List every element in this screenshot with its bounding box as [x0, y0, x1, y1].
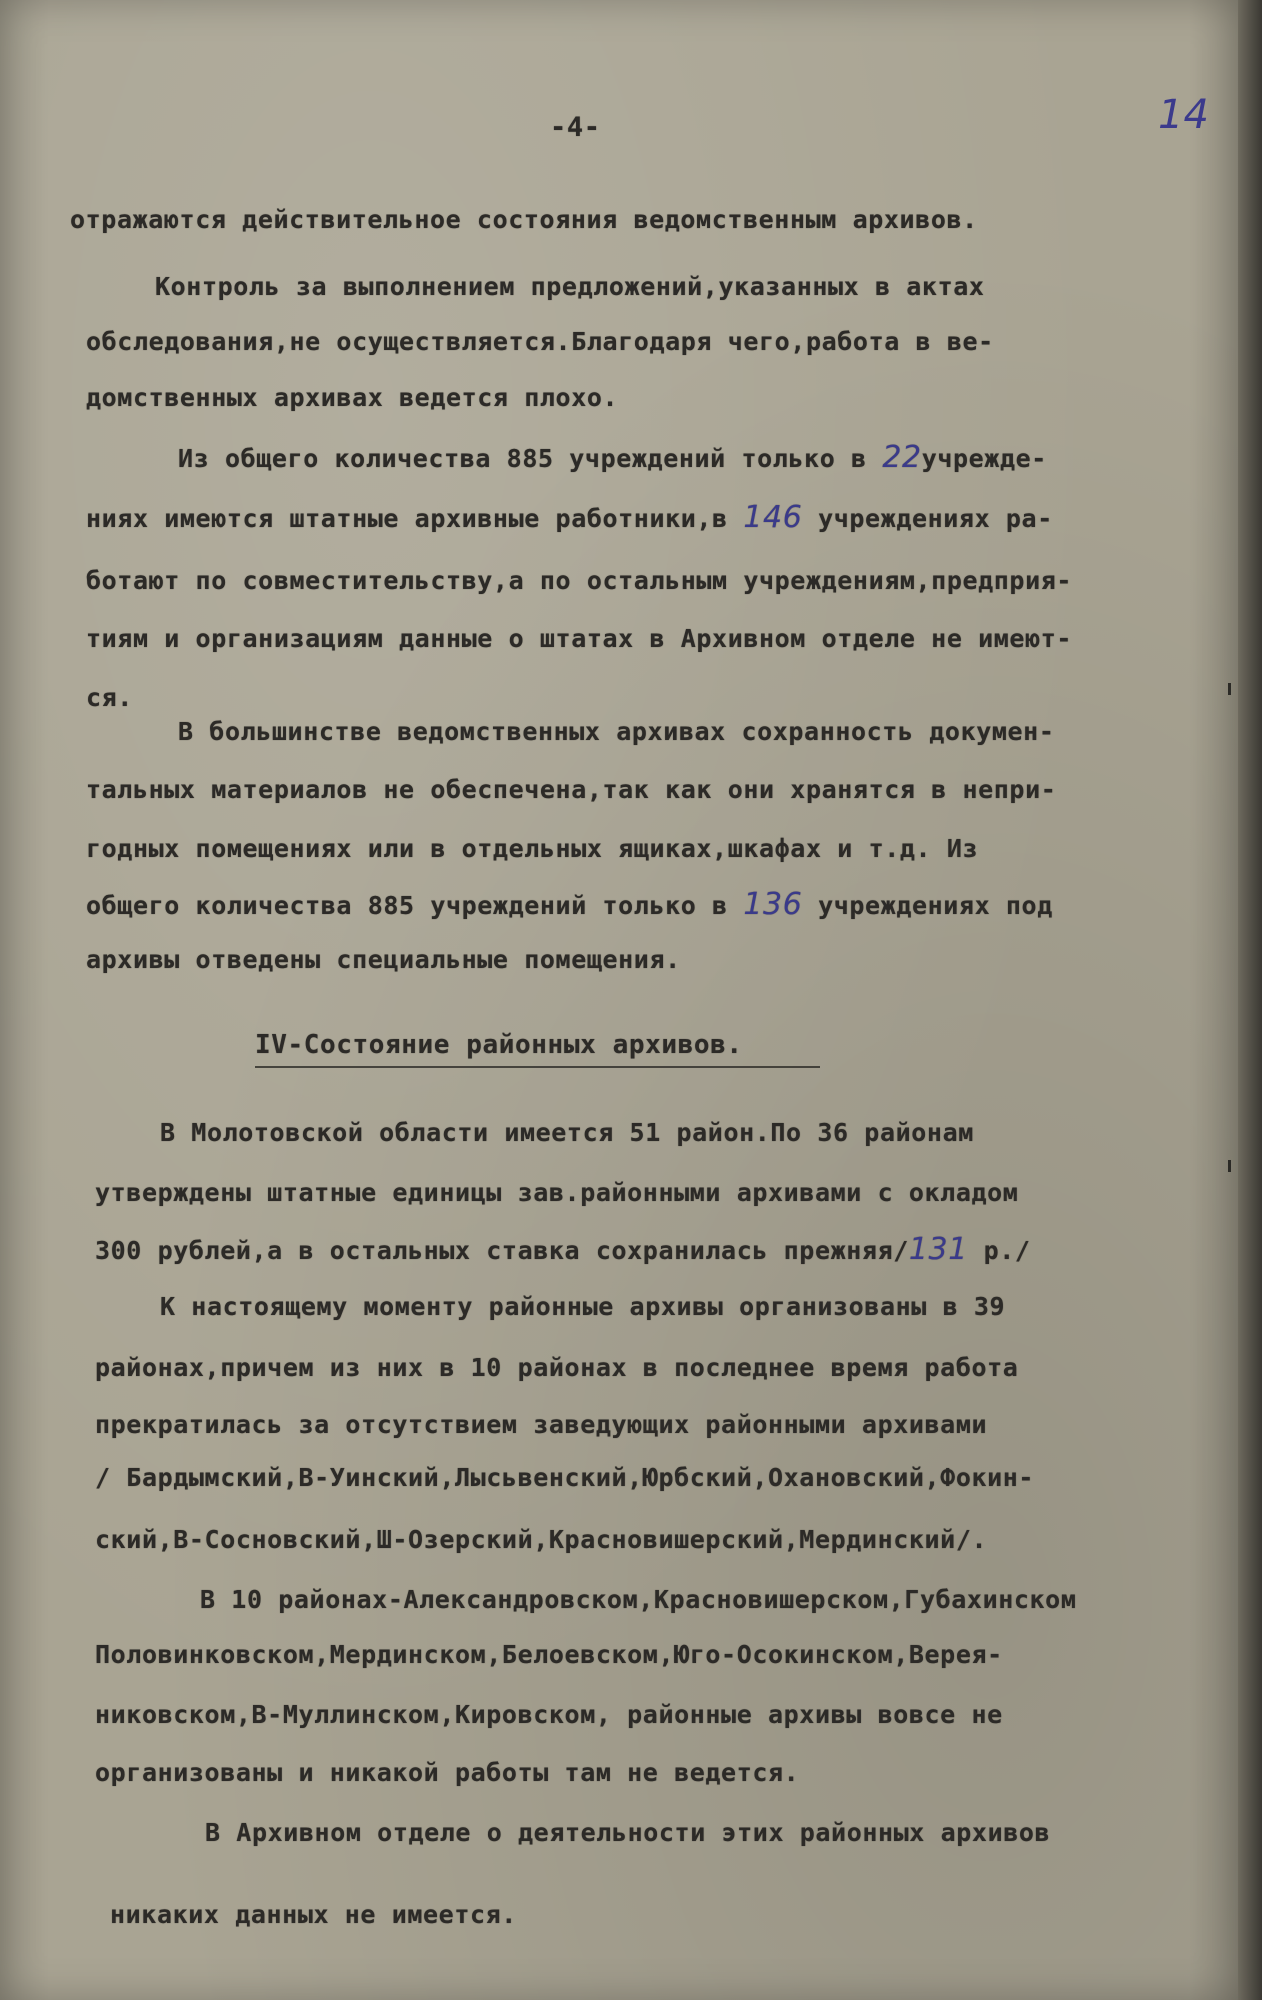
text-line: тальных материалов не обеспечена,так как они хранятся в непри-	[86, 775, 1057, 804]
text-line: В Молотовской области имеется 51 район.По 36 районам	[160, 1118, 974, 1147]
text-line: районах,причем из них в 10 районах в последнее время работа	[95, 1353, 1019, 1382]
text-line: К настоящему моменту районные архивы организованы в 39	[160, 1292, 1006, 1321]
text-line: В Архивном отделе о деятельности этих районных архивов	[205, 1818, 1051, 1847]
text-line: В 10 районах-Александровском,Красновишерском,Губахинском	[200, 1585, 1077, 1614]
text-line: архивы отведены специальные помещения.	[86, 945, 681, 974]
handwritten-number: 131	[908, 1232, 968, 1267]
text-line	[86, 887, 1053, 922]
heading-underline	[255, 1066, 820, 1068]
binding-mark	[1228, 683, 1231, 695]
page-edge	[1238, 0, 1262, 2000]
text-segment: учрежде-	[921, 444, 1047, 473]
text-line: ский,В-Сосновский,Ш-Озерский,Красновишерский,Мердинский/.	[95, 1525, 988, 1554]
binding-mark	[1228, 1160, 1231, 1172]
text-line	[178, 440, 1047, 475]
handwritten-folio-number: 14	[1158, 92, 1209, 138]
text-line: Контроль за выполнением предложений,указанных в актах	[155, 272, 985, 301]
text-line: / Бардымский,В-Уинский,Лысьвенский,Юрбский,Охановский,Фокин-	[95, 1463, 1035, 1492]
text-segment: учреждениях под	[802, 891, 1053, 920]
text-line: прекратилась за отсутствием заведующих районными архивами	[95, 1410, 988, 1439]
text-line: никаких данных не имеется.	[110, 1900, 517, 1929]
text-line: отражаются действительное состояния ведомственным архивов.	[70, 205, 978, 234]
text-line: годных помещениях или в отдельных ящиках,шкафах и т.д. Из	[86, 834, 979, 863]
text-line	[86, 500, 1053, 535]
text-line: В большинстве ведомственных архивах сохранность докумен-	[178, 717, 1055, 746]
text-line: ботают по совместительству,а по остальным учреждениям,предприя-	[86, 566, 1073, 595]
section-heading: IV-Состояние районных архивов.	[255, 1030, 743, 1060]
text-segment: Из общего количества 885 учреждений только в	[178, 444, 883, 473]
text-segment: 300 рублей,а в остальных ставка сохранилась прежняя/	[95, 1236, 909, 1265]
text-line: домственных архивах ведется плохо.	[86, 383, 619, 412]
text-line: Половинковском,Мердинском,Белоевском,Юго-Осокинском,Верея-	[95, 1640, 1003, 1669]
text-segment: учреждениях ра-	[802, 504, 1053, 533]
text-segment: общего количества 885 учреждений только в	[86, 891, 744, 920]
handwritten-number: 146	[743, 500, 803, 535]
text-segment: р./	[967, 1236, 1031, 1265]
text-line	[95, 1232, 1031, 1267]
text-line: обследования,не осуществляется.Благодаря чего,работа в ве-	[86, 327, 994, 356]
page-number: -4-	[550, 112, 601, 143]
text-line: никовском,В-Муллинском,Кировском, районные архивы вовсе не	[95, 1700, 1003, 1729]
text-segment: ниях имеются штатные архивные работники,в	[86, 504, 744, 533]
text-line: утверждены штатные единицы зав.районными архивами с окладом	[95, 1178, 1019, 1207]
text-line: организованы и никакой работы там не ведется.	[95, 1758, 800, 1787]
handwritten-number: 136	[743, 887, 803, 922]
text-line: тиям и организациям данные о штатах в Архивном отделе не имеют-	[86, 624, 1073, 653]
text-line: ся.	[86, 683, 133, 712]
handwritten-number: 22	[882, 440, 922, 475]
